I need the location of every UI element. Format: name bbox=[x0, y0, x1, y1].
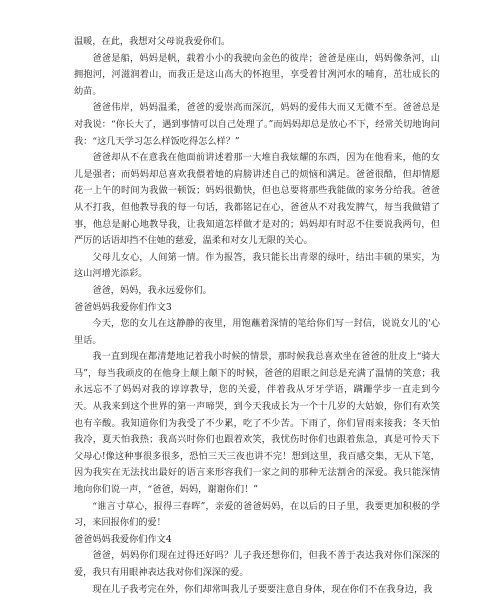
body-paragraph: 我一直到现在都清楚地记着我小时候的情景，那时候我总喜欢坐在爸爸的肚皮上“骑大马”，每当我顽皮的在他身上颠上颠下的时候，爸爸的眉眼之间总是充满了温情的笑意；我永远忘不了妈妈对我的谆谆教导，您的关爱，伴着我从牙牙学语，蹒跚学步一直走到今天。从我来到这个世界的第一声啼哭，到今天我成长为一个十几岁的大姑娘，你们有欢笑也有辛酸。我知道你们为我受了不少累，吃了不少苦。下雨了，你们冒雨来接我；冬天怕我冷，夏天怕我热；我高兴时你们也跟着欢笑，我忧伤时你们也跟着焦急，真是可怜天下父母心!像这种事很多很多，恐怕三天三夜也讲不完！想到这里，我百感交集，无从下笔，因为我实在无法找出最好的语言来形容我们一家之间的那种无法割舍的深爱。我只能深情地向你们说一声，“爸爸，妈妈，谢谢你们！” bbox=[74, 351, 440, 496]
section-heading: 爸爸妈妈我爱你们作文3 bbox=[74, 301, 172, 313]
body-paragraph: 爸爸伟岸，妈妈温柔，爸爸的爱崇高而深沉，妈妈的爱伟大而又无微不至。爸爸总是对我说：“你长大了，遇到事情可以自己处理了。”而妈妈却总是放心不下，经常关切地询问我：“这几天学习怎么样饭吃得怎么样？” bbox=[74, 102, 440, 147]
body-paragraph: 爸爸，妈妈，我永远爱你们。 bbox=[92, 284, 212, 296]
section-heading: 爸爸妈妈我爱你们作文4 bbox=[74, 533, 172, 545]
body-paragraph: 父母儿女心，人间第一情。作为报答，我只能长出青翠的绿叶，结出丰硕的果实，为这山河增光添彩。 bbox=[74, 251, 440, 280]
body-paragraph: “谁言寸草心，报得三春晖”，亲爱的爸爸妈妈，在以后的日子里，我要更加积极的学习，来回报你们的爱！ bbox=[74, 500, 440, 529]
body-paragraph: 温暖，在此，我想对父母说我爱你们。 bbox=[74, 36, 231, 47]
body-paragraph: 爸爸是船，妈妈是帆，载着小小的我驶向金色的彼岸；爸爸是座山，妈妈像条河，山拥抱河，河滋润着山，而我正是这山高大的怀抱里，享受着甘冽河水的哺育，茁壮成长的幼苗。 bbox=[74, 52, 440, 97]
body-paragraph: 现在儿子我考完在外，你们却常叫我儿子要要注意自身体，现在你们不在我身边，我 bbox=[92, 583, 433, 595]
body-paragraph: 今天，您的女儿在这静静的夜里，用饱蘸着深情的笔给你们写一封信，说说女儿的'心里话。 bbox=[74, 318, 440, 346]
body-paragraph: 爸爸，妈妈你们现在过得还好吗？儿子我还想你们，但我不善于表达我对你们深深的爱，我只有用眼神表达我对你们深深的爱。 bbox=[74, 550, 440, 578]
body-paragraph: 爸爸却从不在意我在他面前讲述着那一大堆自我炫耀的东西，因为在他看来，他的女儿是强者；而妈妈却总喜欢我偎着她的肩膀讲述自己的烦恼和满足。爸爸很酷，但却情愿花一上午的时间为我做一顿饭；妈妈很勤快，但也总要将那些我能做的家务分给我。爸爸从不打我，但他教导我的每一句话，我都铭记在心，爸爸从不对我发脾气，每当我做错了事，他总是耐心地教导我，让我知道怎样做才是对的；妈妈却有时忍不住要说我两句，但严厉的话语却挡不住她的慈爱，温柔和对女儿无限的关心。 bbox=[74, 152, 440, 247]
